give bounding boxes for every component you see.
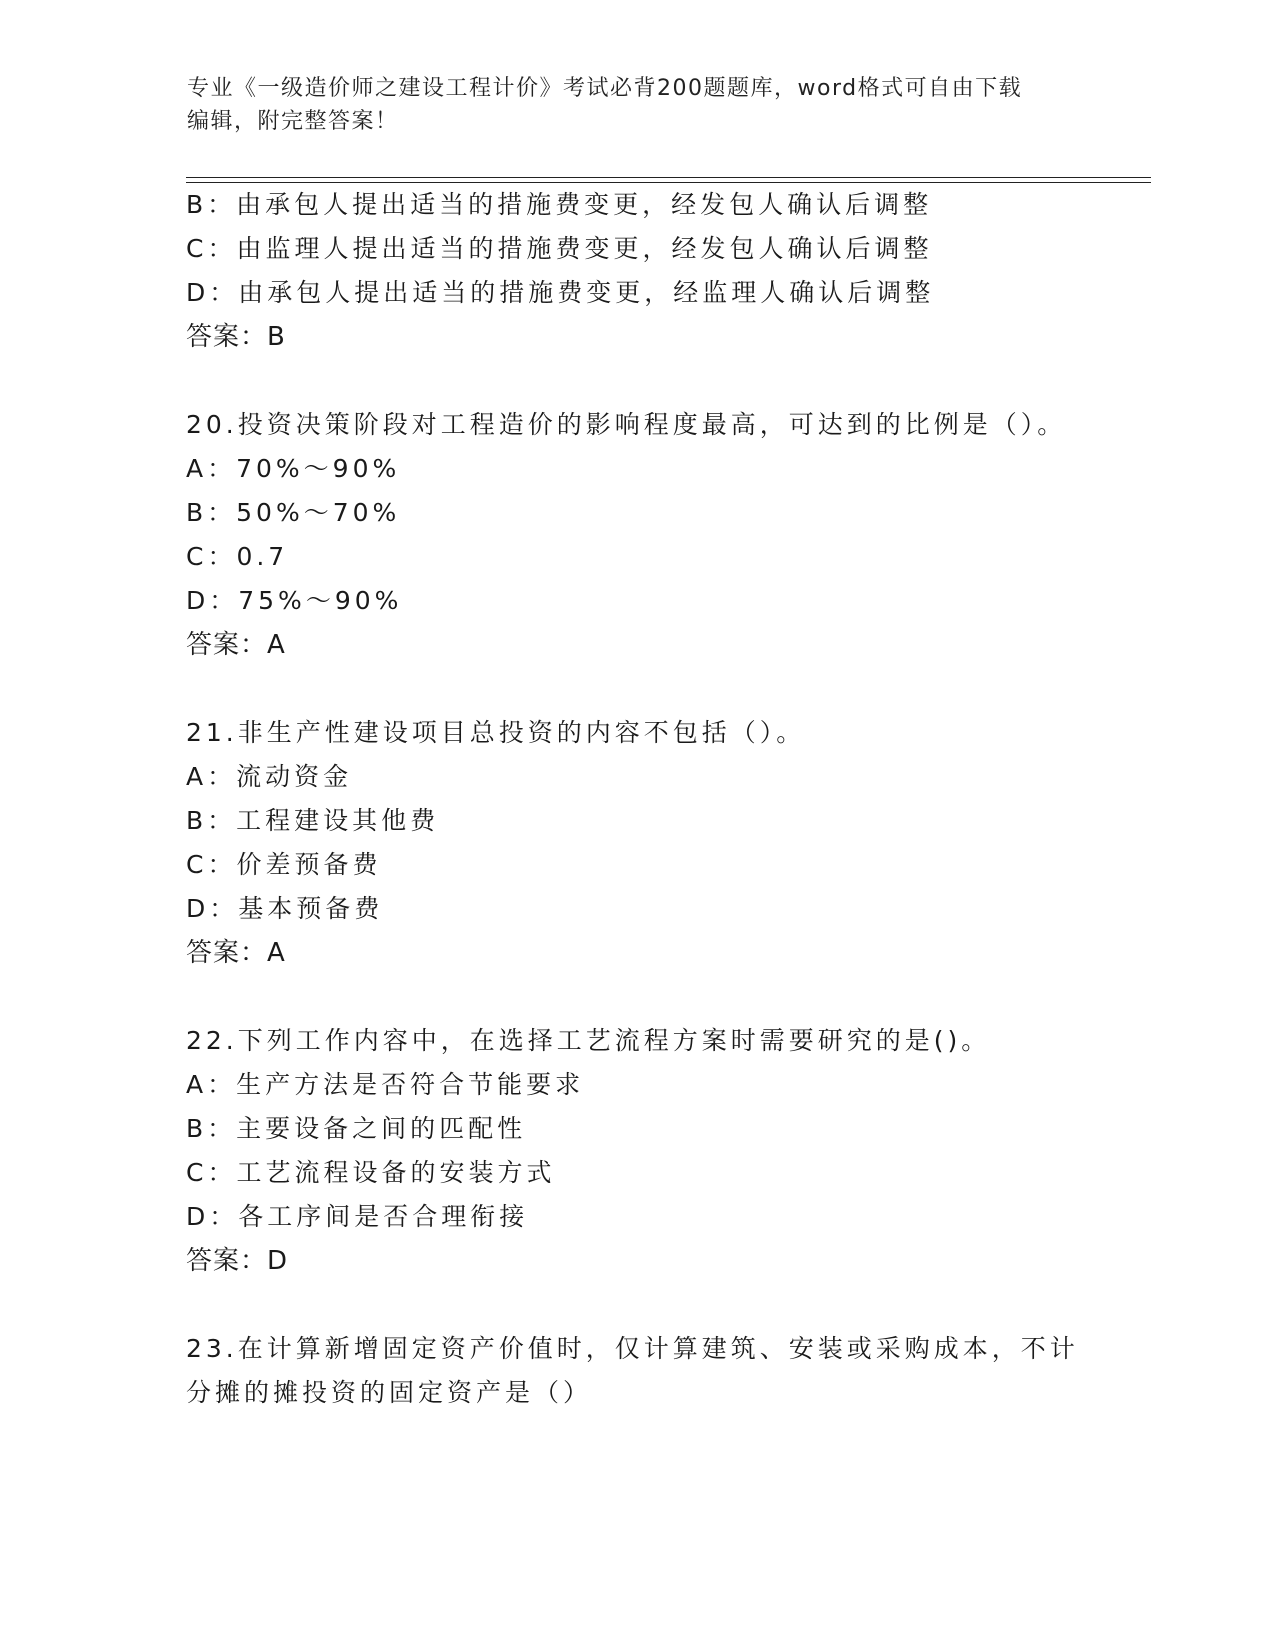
q19-option-c: C：由监理人提出适当的措施费变更，经发包人确认后调整 bbox=[186, 234, 933, 263]
q22-question: 22.下列工作内容中，在选择工艺流程方案时需要研究的是()。 bbox=[186, 1026, 991, 1055]
q21-option-d: D：基本预备费 bbox=[186, 894, 384, 923]
header-title-line-2: 编辑，附完整答案！ bbox=[187, 109, 399, 134]
q22-option-c: C：工艺流程设备的安装方式 bbox=[186, 1158, 556, 1187]
q20-option-c: C：0.7 bbox=[186, 542, 289, 571]
q19-answer: 答案：B bbox=[186, 322, 286, 352]
q21-option-c: C：价差预备费 bbox=[186, 850, 382, 879]
q21-answer: 答案：A bbox=[186, 938, 286, 968]
header-divider-top bbox=[186, 177, 1151, 178]
q21-question: 21.非生产性建设项目总投资的内容不包括（）。 bbox=[186, 718, 806, 747]
q23-question-line-2: 分摊的摊投资的固定资产是（） bbox=[186, 1378, 593, 1407]
document-header bbox=[187, 72, 1067, 138]
q22-option-b: B：主要设备之间的匹配性 bbox=[186, 1114, 527, 1143]
header-title-line-1: 专业《一级造价师之建设工程计价》考试必背200题题库，word格式可自由下载 bbox=[187, 76, 1023, 101]
q22-answer: 答案：D bbox=[186, 1246, 289, 1276]
q22-option-a: A：生产方法是否符合节能要求 bbox=[186, 1070, 585, 1099]
q19-option-d: D：由承包人提出适当的措施费变更，经监理人确认后调整 bbox=[186, 278, 935, 307]
q20-answer: 答案：A bbox=[186, 630, 286, 660]
q22-option-d: D：各工序间是否合理衔接 bbox=[186, 1202, 529, 1231]
q19-option-b: B：由承包人提出适当的措施费变更，经发包人确认后调整 bbox=[186, 190, 933, 219]
q20-option-d: D：75%～90% bbox=[186, 586, 403, 615]
q21-option-b: B：工程建设其他费 bbox=[186, 806, 440, 835]
q20-option-a: A：70%～90% bbox=[186, 454, 401, 483]
q21-option-a: A：流动资金 bbox=[186, 762, 353, 791]
q20-option-b: B：50%～70% bbox=[186, 498, 401, 527]
q23-question-line-1: 23.在计算新增固定资产价值时，仅计算建筑、安装或采购成本，不计 bbox=[186, 1334, 1079, 1363]
q20-question: 20.投资决策阶段对工程造价的影响程度最高，可达到的比例是（）。 bbox=[186, 410, 1067, 439]
header-divider-bottom bbox=[186, 182, 1151, 183]
